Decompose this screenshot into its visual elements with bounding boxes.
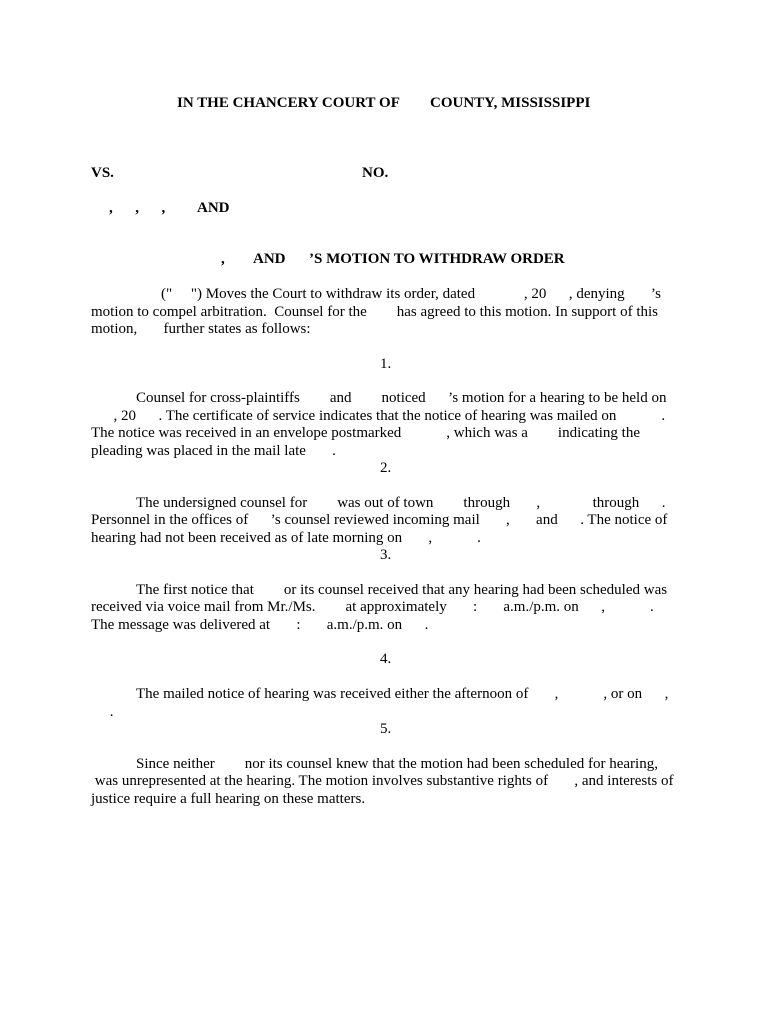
caption-vs: VS. bbox=[91, 165, 114, 181]
section-number: 5. bbox=[380, 721, 392, 737]
section-number: 3. bbox=[380, 547, 392, 563]
section-line: justice require a full hearing on these matters. bbox=[91, 791, 366, 807]
motion-title-comma: , bbox=[221, 251, 225, 267]
section-line: The message was delivered at : a.m./p.m. on . bbox=[91, 617, 429, 633]
section-line: Since neither nor its counsel knew that the motion had been scheduled for hearing, bbox=[136, 756, 658, 772]
section-line: Counsel for cross-plaintiffs and noticed ’s motion for a hearing to be held on bbox=[136, 390, 667, 406]
motion-title-text: ’S MOTION TO WITHDRAW ORDER bbox=[309, 251, 565, 267]
section-line: hearing had not been received as of late morning on , . bbox=[91, 530, 481, 546]
caption-and: AND bbox=[197, 200, 230, 216]
intro-line: motion to compel arbitration. Counsel for the has agreed to this motion. In support of this bbox=[91, 304, 658, 320]
section-number: 4. bbox=[380, 651, 392, 667]
section-line: Personnel in the offices of ’s counsel reviewed incoming mail , and . The notice of bbox=[91, 512, 668, 528]
section-line: was unrepresented at the hearing. The motion involves substantive rights of , and interests of bbox=[91, 773, 674, 789]
section-number: 1. bbox=[380, 356, 392, 372]
court-title-left: IN THE CHANCERY COURT OF bbox=[177, 95, 400, 111]
caption-case-number: NO. bbox=[362, 165, 389, 181]
section-number: 2. bbox=[380, 460, 392, 476]
caption-parties-commas: , , , bbox=[109, 200, 166, 216]
section-line: received via voice mail from Mr./Ms. at approximately : a.m./p.m. on , . bbox=[91, 599, 654, 615]
intro-line: (" ") Moves the Court to withdraw its order, dated , 20 , denying ’s bbox=[161, 286, 661, 302]
motion-title-and: AND bbox=[253, 251, 286, 267]
section-line: , 20 . The certificate of service indicates that the notice of hearing was mailed on . bbox=[91, 408, 666, 424]
section-line: . bbox=[91, 704, 114, 720]
section-line: The first notice that or its counsel received that any hearing had been scheduled was bbox=[136, 582, 668, 598]
section-line: The notice was received in an envelope postmarked , which was a indicating the bbox=[91, 425, 640, 441]
section-line: The mailed notice of hearing was received either the afternoon of , , or on , bbox=[136, 686, 669, 702]
court-title-right: COUNTY, MISSISSIPPI bbox=[430, 95, 591, 111]
section-line: The undersigned counsel for was out of town through , through . bbox=[136, 495, 666, 511]
intro-line: motion, further states as follows: bbox=[91, 321, 311, 337]
section-line: pleading was placed in the mail late . bbox=[91, 443, 336, 459]
